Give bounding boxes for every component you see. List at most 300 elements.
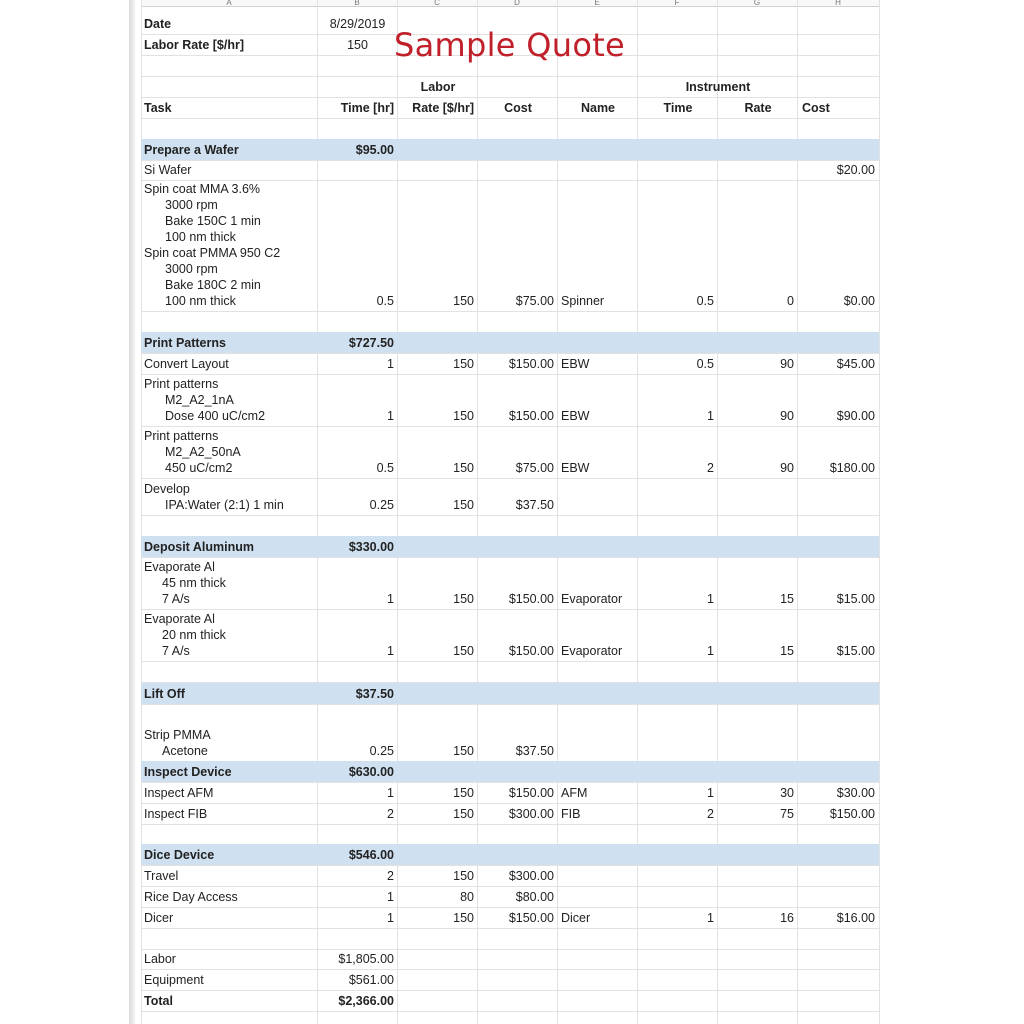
section-title-value: Lift Off [144, 687, 185, 701]
rate-cell[interactable] [398, 557, 478, 609]
section-title-cell[interactable] [141, 332, 317, 353]
rate-value: 150 [453, 807, 474, 821]
task-description [144, 806, 207, 822]
empty-row[interactable] [141, 928, 879, 950]
task-line: Inspect FIB [144, 807, 208, 821]
task-row[interactable] [141, 478, 879, 516]
section-title-value: Print Patterns [144, 336, 226, 350]
inst-rate-cell[interactable] [718, 907, 798, 928]
summary-labor-row[interactable] [141, 948, 879, 970]
section-total-cell[interactable] [317, 683, 398, 704]
labor-rate-value-cell[interactable] [317, 34, 398, 55]
rate-cell[interactable] [398, 782, 478, 803]
time-cell[interactable] [317, 907, 398, 928]
task-row[interactable] [141, 426, 879, 479]
name-value: Spinner [561, 294, 605, 308]
inst-cost-value: $150.00 [829, 807, 875, 821]
header-inst-cost-cell[interactable] [798, 97, 879, 118]
cost-value: $150.00 [508, 409, 554, 423]
inst-rate-value: 0 [787, 294, 794, 308]
cost-value: $75.00 [515, 461, 554, 475]
inst-cost-cell[interactable] [798, 907, 879, 928]
cost-cell[interactable] [478, 609, 558, 661]
time-cell[interactable] [317, 374, 398, 426]
inst-cost-cell[interactable] [798, 180, 879, 311]
inst-cost-value: $90.00 [836, 409, 875, 423]
time-value: 2 [387, 807, 394, 821]
task-line: Print patterns [144, 377, 219, 391]
time-cell[interactable] [317, 782, 398, 803]
time-cell[interactable] [317, 803, 398, 824]
task-cell[interactable] [141, 704, 317, 761]
task-line: IPA:Water (2:1) 1 min [165, 498, 284, 512]
section-row-print[interactable] [141, 332, 879, 354]
rate-value: 150 [453, 911, 474, 925]
cost-value: $80.00 [515, 890, 554, 904]
task-description [144, 785, 213, 801]
grid-line [879, 0, 880, 1024]
rate-value: 150 [453, 786, 474, 800]
time-value: 1 [387, 786, 394, 800]
summary-total-row[interactable] [141, 990, 879, 1012]
inst-rate-value: 16 [780, 911, 794, 925]
task-description [144, 428, 241, 476]
cost-cell[interactable] [478, 865, 558, 886]
inst-cost-cell[interactable] [798, 160, 879, 180]
inst-cost-cell[interactable] [798, 782, 879, 803]
task-cell[interactable] [141, 180, 317, 311]
header-inst-cost-value: Cost [802, 101, 830, 115]
group-header-row[interactable] [141, 76, 879, 98]
inst-cost-value: $16.00 [836, 911, 875, 925]
inst-rate-value: 75 [780, 807, 794, 821]
summary-total-label-cell[interactable] [141, 990, 317, 1011]
task-cell[interactable] [141, 374, 317, 426]
section-total-value: $630.00 [348, 765, 394, 779]
task-line: Strip PMMA [144, 728, 211, 742]
summary-equipment-row[interactable] [141, 969, 879, 991]
task-cell[interactable] [141, 609, 317, 661]
task-description [144, 910, 173, 926]
task-line: Dose 400 uC/cm2 [165, 409, 266, 423]
cost-value: $37.50 [515, 744, 554, 758]
task-line: Evaporate Al [144, 612, 215, 626]
cost-cell[interactable] [478, 803, 558, 824]
task-description [144, 181, 280, 309]
section-total-value: $37.50 [355, 687, 394, 701]
section-title-cell[interactable] [141, 844, 317, 865]
task-line: Travel [144, 869, 179, 883]
task-row[interactable] [141, 353, 879, 375]
time-value: 0.5 [376, 294, 394, 308]
inst-rate-value: 90 [780, 357, 794, 371]
inst-time-cell[interactable] [638, 374, 718, 426]
task-line: Spin coat PMMA 950 C2 [144, 246, 281, 260]
rate-cell[interactable] [398, 704, 478, 761]
time-value: 1 [387, 644, 394, 658]
cost-cell[interactable] [478, 704, 558, 761]
inst-rate-cell[interactable] [718, 557, 798, 609]
time-cell[interactable] [317, 557, 398, 609]
task-cell[interactable] [141, 426, 317, 478]
name-value: EBW [561, 409, 590, 423]
empty-row[interactable] [141, 515, 879, 537]
task-line: 100 nm thick [165, 294, 236, 308]
cost-value: $150.00 [508, 357, 554, 371]
task-cell[interactable] [141, 803, 317, 824]
empty-row[interactable] [141, 661, 879, 683]
inst-time-cell[interactable] [638, 557, 718, 609]
name-value: Dicer [561, 911, 591, 925]
inst-time-value: 1 [707, 911, 714, 925]
date-label-value: Date [144, 17, 172, 31]
summary-equipment-label-cell[interactable] [141, 969, 317, 990]
inst-time-cell[interactable] [638, 353, 718, 374]
task-line: Si Wafer [144, 163, 192, 177]
section-row-inspect[interactable] [141, 761, 879, 783]
inst-rate-cell[interactable] [718, 609, 798, 661]
header-name-value: Name [580, 101, 616, 115]
name-value: AFM [561, 786, 588, 800]
section-row-liftoff[interactable] [141, 683, 879, 705]
task-line: Spin coat MMA 3.6% [144, 182, 261, 196]
inst-cost-cell[interactable] [798, 353, 879, 374]
rate-value: 150 [453, 592, 474, 606]
rate-cell[interactable] [398, 886, 478, 907]
rate-cell[interactable] [398, 609, 478, 661]
task-description [144, 376, 265, 424]
task-row[interactable] [141, 374, 879, 427]
task-line: Inspect AFM [144, 786, 214, 800]
cost-value: $300.00 [508, 807, 554, 821]
inst-rate-value: 30 [780, 786, 794, 800]
cost-cell[interactable] [478, 478, 558, 515]
cost-cell[interactable] [478, 180, 558, 311]
rate-cell[interactable] [398, 803, 478, 824]
task-row[interactable] [141, 160, 879, 181]
section-title-cell[interactable] [141, 683, 317, 704]
inst-time-value: 2 [707, 461, 714, 475]
labor-group-label: Labor [420, 80, 456, 94]
instrument-group-label: Instrument [685, 80, 751, 94]
section-total-cell[interactable] [317, 761, 398, 782]
task-line: 3000 rpm [165, 262, 218, 276]
header-name-cell[interactable] [558, 97, 638, 118]
empty-row[interactable] [141, 118, 879, 140]
time-value: 1 [387, 890, 394, 904]
task-row[interactable] [141, 865, 879, 887]
section-title-cell[interactable] [141, 536, 317, 557]
task-cell[interactable] [141, 353, 317, 374]
column-header-c[interactable]: C [397, 0, 477, 7]
inst-cost-cell[interactable] [798, 803, 879, 824]
summary-equipment-value-cell[interactable] [317, 969, 398, 990]
header-cost-cell[interactable] [478, 97, 558, 118]
task-row[interactable] [141, 803, 879, 825]
task-line: 45 nm thick [162, 576, 226, 590]
column-title-row[interactable] [141, 97, 879, 119]
inst-time-cell[interactable] [638, 180, 718, 311]
section-total-cell[interactable] [317, 844, 398, 865]
section-title-value: Prepare a Wafer [144, 143, 239, 157]
name-cell[interactable] [558, 609, 638, 661]
task-line: Bake 180C 2 min [165, 278, 261, 292]
time-value: 0.5 [376, 461, 394, 475]
inst-rate-cell[interactable] [718, 374, 798, 426]
rate-value: 150 [453, 357, 474, 371]
section-total-value: $546.00 [348, 848, 394, 862]
column-header-d[interactable]: D [477, 0, 557, 7]
header-rate-value: Rate [$/hr] [412, 101, 474, 115]
section-row-dice[interactable] [141, 844, 879, 866]
summary-total-value-cell[interactable] [317, 990, 398, 1011]
column-header-a[interactable]: A [141, 0, 317, 7]
summary-labor-label-cell[interactable] [141, 948, 317, 969]
task-cell[interactable] [141, 865, 317, 886]
task-description [144, 868, 178, 884]
section-title-cell[interactable] [141, 761, 317, 782]
inst-cost-value: $0.00 [843, 294, 875, 308]
section-total-cell[interactable] [317, 139, 398, 160]
inst-cost-cell[interactable] [798, 426, 879, 478]
task-line: 7 A/s [162, 592, 190, 606]
row-header-edge [129, 0, 135, 1024]
task-cell[interactable] [141, 478, 317, 515]
column-header-f[interactable]: F [637, 0, 717, 7]
task-row[interactable] [141, 609, 879, 662]
task-cell[interactable] [141, 782, 317, 803]
section-title-value: Inspect Device [144, 765, 232, 779]
cost-value: $300.00 [508, 869, 554, 883]
task-line: Evaporate Al [144, 560, 215, 574]
section-total-value: $330.00 [348, 540, 394, 554]
task-line: Dicer [144, 911, 174, 925]
labor-rate-label-cell[interactable] [141, 34, 317, 55]
header-task-value: Task [144, 101, 172, 115]
task-description [144, 727, 211, 759]
header-cost-value: Cost [504, 101, 532, 115]
labor-rate-label-value: Labor Rate [$/hr] [144, 38, 245, 52]
section-row-deposit[interactable] [141, 536, 879, 558]
labor-rate-value-value: 150 [347, 38, 368, 52]
cost-value: $150.00 [508, 644, 554, 658]
time-value: 2 [387, 869, 394, 883]
rate-cell[interactable] [398, 478, 478, 515]
rate-value: 80 [460, 890, 474, 904]
name-value: Evaporator [561, 592, 623, 606]
task-cell[interactable] [141, 907, 317, 928]
time-cell[interactable] [317, 704, 398, 761]
section-total-value: $727.50 [348, 336, 394, 350]
rate-value: 150 [453, 294, 474, 308]
inst-rate-cell[interactable] [718, 180, 798, 311]
inst-time-cell[interactable] [638, 803, 718, 824]
time-cell[interactable] [317, 609, 398, 661]
task-cell[interactable] [141, 557, 317, 609]
section-total-cell[interactable] [317, 332, 398, 353]
summary-total-value-value: $2,366.00 [338, 994, 394, 1008]
time-cell[interactable] [317, 180, 398, 311]
summary-equipment-value-value: $561.00 [348, 973, 394, 987]
cost-value: $37.50 [515, 498, 554, 512]
rate-value: 150 [453, 461, 474, 475]
task-description [144, 611, 226, 659]
cost-cell[interactable] [478, 886, 558, 907]
task-line: Convert Layout [144, 357, 229, 371]
header-time-cell[interactable] [317, 97, 398, 118]
task-row[interactable] [141, 886, 879, 908]
task-row[interactable] [141, 180, 879, 312]
date-label-cell[interactable] [141, 14, 317, 34]
task-line: 100 nm thick [165, 230, 236, 244]
rate-value: 150 [453, 409, 474, 423]
inst-rate-value: 90 [780, 409, 794, 423]
task-line: 450 uC/cm2 [165, 461, 233, 475]
cost-cell[interactable] [478, 353, 558, 374]
task-cell[interactable] [141, 160, 317, 180]
date-value-cell[interactable] [317, 14, 398, 34]
inst-cost-value: $15.00 [836, 644, 875, 658]
section-total-value: $95.00 [355, 143, 394, 157]
time-value: 1 [387, 357, 394, 371]
cost-cell[interactable] [478, 557, 558, 609]
task-line: 7 A/s [162, 644, 190, 658]
section-row-wafer[interactable] [141, 139, 879, 161]
summary-total-label-value: Total [144, 994, 173, 1008]
rate-value: 150 [453, 498, 474, 512]
rate-value: 150 [453, 744, 474, 758]
section-title-cell[interactable] [141, 139, 317, 160]
task-cell[interactable] [141, 886, 317, 907]
inst-time-value: 0.5 [696, 357, 714, 371]
name-cell[interactable] [558, 180, 638, 311]
task-line: M2_A2_50nA [165, 445, 241, 459]
rate-value: 150 [453, 869, 474, 883]
column-header-g[interactable]: G [717, 0, 797, 7]
name-cell[interactable] [558, 426, 638, 478]
inst-rate-cell[interactable] [718, 426, 798, 478]
cost-cell[interactable] [478, 374, 558, 426]
empty-row[interactable] [141, 824, 879, 846]
cost-value: $150.00 [508, 911, 554, 925]
task-description [144, 481, 284, 513]
task-line: Bake 150C 1 min [165, 214, 261, 228]
inst-rate-cell[interactable] [718, 782, 798, 803]
inst-time-cell[interactable] [638, 907, 718, 928]
rate-cell[interactable] [398, 907, 478, 928]
name-cell[interactable] [558, 803, 638, 824]
rate-cell[interactable] [398, 374, 478, 426]
header-rate-cell[interactable] [398, 97, 478, 118]
time-cell[interactable] [317, 478, 398, 515]
inst-cost-cell[interactable] [798, 374, 879, 426]
inst-rate-value: 15 [780, 592, 794, 606]
task-line: Rice Day Access [144, 890, 238, 904]
inst-time-cell[interactable] [638, 609, 718, 661]
cost-value: $150.00 [508, 786, 554, 800]
header-task-cell[interactable] [141, 97, 317, 118]
time-value: 0.25 [369, 744, 394, 758]
name-cell[interactable] [558, 374, 638, 426]
task-line: 3000 rpm [165, 198, 218, 212]
inst-time-cell[interactable] [638, 426, 718, 478]
rate-cell[interactable] [398, 426, 478, 478]
column-header-b[interactable]: B [317, 0, 397, 7]
inst-time-value: 1 [707, 592, 714, 606]
inst-time-value: 1 [707, 644, 714, 658]
rate-cell[interactable] [398, 865, 478, 886]
cost-value: $75.00 [515, 294, 554, 308]
name-cell[interactable] [558, 557, 638, 609]
rate-value: 150 [453, 644, 474, 658]
labor-group-header [398, 76, 478, 97]
inst-cost-value: $30.00 [836, 786, 875, 800]
time-cell[interactable] [317, 886, 398, 907]
inst-time-value: 1 [707, 786, 714, 800]
inst-rate-cell[interactable] [718, 353, 798, 374]
empty-row[interactable] [141, 311, 879, 333]
time-cell[interactable] [317, 426, 398, 478]
task-row[interactable] [141, 557, 879, 610]
name-cell[interactable] [558, 782, 638, 803]
instrument-group-header [638, 76, 798, 97]
inst-cost-value: $45.00 [836, 357, 875, 371]
summary-labor-label-value: Labor [144, 952, 176, 966]
task-description [144, 356, 229, 372]
time-cell[interactable] [317, 865, 398, 886]
inst-cost-cell[interactable] [798, 557, 879, 609]
time-cell[interactable] [317, 353, 398, 374]
task-line: Acetone [162, 744, 208, 758]
task-line: M2_A2_1nA [165, 393, 234, 407]
summary-equipment-label-value: Equipment [144, 973, 204, 987]
rate-cell[interactable] [398, 180, 478, 311]
time-value: 0.25 [369, 498, 394, 512]
name-value: EBW [561, 461, 590, 475]
task-row[interactable] [141, 704, 879, 762]
section-total-cell[interactable] [317, 536, 398, 557]
inst-cost-cell[interactable] [798, 609, 879, 661]
time-value: 1 [387, 409, 394, 423]
task-row[interactable] [141, 782, 879, 804]
cost-cell[interactable] [478, 426, 558, 478]
column-header-e[interactable]: E [557, 0, 637, 7]
task-row[interactable] [141, 907, 879, 929]
inst-time-value: 1 [707, 409, 714, 423]
summary-labor-value-cell[interactable] [317, 948, 398, 969]
task-line: 20 nm thick [162, 628, 226, 642]
cost-cell[interactable] [478, 907, 558, 928]
column-header-h[interactable]: H [797, 0, 879, 7]
inst-cost-value: $180.00 [829, 461, 875, 475]
name-cell[interactable] [558, 353, 638, 374]
inst-rate-cell[interactable] [718, 803, 798, 824]
name-value: Evaporator [561, 644, 623, 658]
inst-time-cell[interactable] [638, 782, 718, 803]
rate-cell[interactable] [398, 353, 478, 374]
cost-cell[interactable] [478, 782, 558, 803]
inst-rate-value: 15 [780, 644, 794, 658]
sample-quote-title: Sample Quote [394, 26, 626, 64]
inst-cost-value: $15.00 [836, 592, 875, 606]
time-value: 1 [387, 592, 394, 606]
name-cell[interactable] [558, 907, 638, 928]
header-inst-rate-cell[interactable] [718, 97, 798, 118]
inst-rate-value: 90 [780, 461, 794, 475]
task-description [144, 889, 238, 905]
header-inst-time-cell[interactable] [638, 97, 718, 118]
task-line: Print patterns [144, 429, 219, 443]
